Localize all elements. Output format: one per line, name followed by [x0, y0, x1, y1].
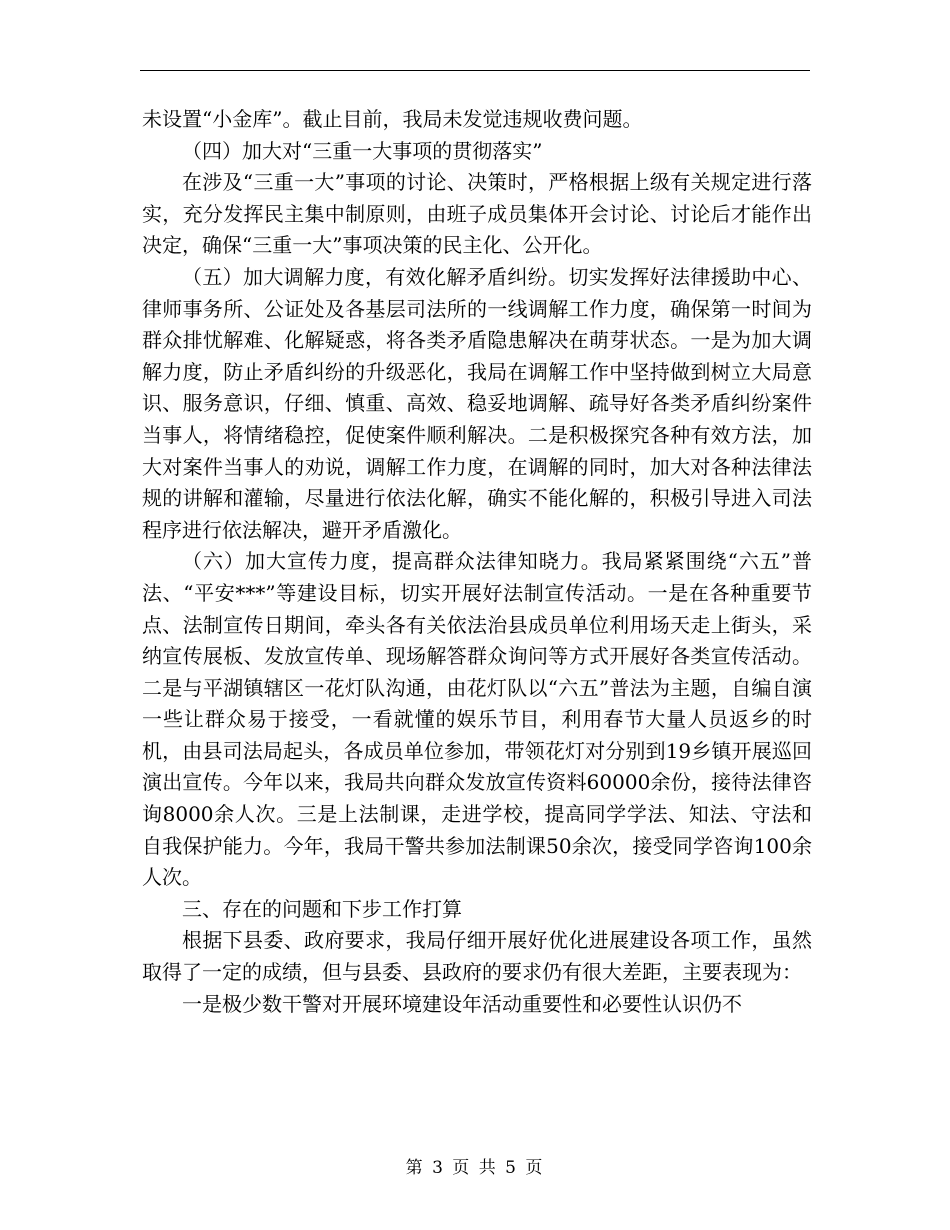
- section-paragraph-5: （五）加大调解力度，有效化解矛盾纠纷。切实发挥好法律援助中心、律师事务所、公证处及各基层司法所的一线调解工作力度，确保第一时间为群众排忧解难、化解疑惑，将各类矛盾隐患解决在萌芽状态。一是为加大调解力度，防止矛盾纠纷的升级恶化，我局在调解工作中坚持做到树立大局意识、服务意识，仔细、慎重、高效、稳妥地调解、疏导好各类矛盾纠纷案件当事人，将情绪稳控，促使案件顺利解决。二是积极探究各种有效方法，加大对案件当事人的劝说，调解工作力度，在调解的同时，加大对各种法律法规的讲解和灌输，尽量进行依法化解，确实不能化解的，积极引导进入司法程序进行依法解决，避开矛盾激化。: [142, 264, 812, 542]
- paragraph: 根据下县委、政府要求，我局仔细开展好优化进展建设各项工作，虽然取得了一定的成绩，但与县委、县政府的要求仍有很大差距，主要表现为：: [142, 928, 812, 985]
- document-body: [142, 104, 812, 1020]
- paragraph: 在涉及“三重一大”事项的讨论、决策时，严格根据上级有关规定进行落实，充分发挥民主集中制原则，由班子成员集体开会讨论、讨论后才能作出决定，确保“三重一大”事项决策的民主化、公开化。: [142, 170, 812, 258]
- paragraph: 一是极少数干警对开展环境建设年活动重要性和必要性认识仍不: [182, 991, 742, 1016]
- paragraph-continuation: 未设置“小金库”。截止目前，我局未发觉违规收费问题。: [142, 107, 643, 131]
- section-paragraph-6: （六）加大宣传力度，提高群众法律知晓力。我局紧紧围绕“六五”普法、“平安***”等建设目标，切实开展好法制宣传活动。一是在各种重要节点、法制宣传日期间，牵头各有关依法治县成员单位利用场天走上街头，采纳宣传展板、发放宣传单、现场解答群众询问等方式开展好各类宣传活动。二是与平湖镇辖区一花灯队沟通，由花灯队以“六五”普法为主题，自编自演一些让群众易于接受，一看就懂的娱乐节目，利用春节大量人员返乡的时机，由县司法局起头，各成员单位参加，带领花灯对分别到19乡镇开展巡回演出宣传。今年以来，我局共向群众发放宣传资料60000余份，接待法律咨询8000余人次。三是上法制课，走进学校，提高同学学法、知法、守法和自我保护能力。今年，我局干警共参加法制课50余次，接受同学咨询100余人次。: [142, 549, 812, 890]
- section-heading-3: 三、存在的问题和下步工作打算: [182, 896, 462, 921]
- section-heading-4: （四）加大对“三重一大事项的贯彻落实”: [182, 138, 543, 163]
- page-number: 第 3 页 共 5 页: [405, 1158, 545, 1178]
- header-rule: [140, 70, 810, 71]
